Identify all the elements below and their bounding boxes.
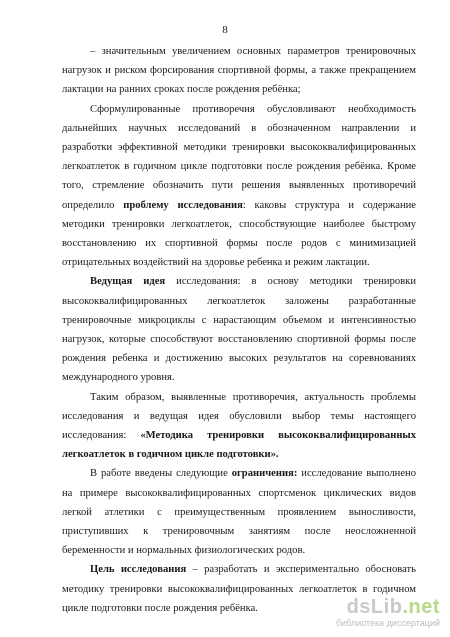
research-problem-term: проблему исследования bbox=[123, 199, 243, 211]
paragraph-research-problem: Сформулированные противоречия обусловливают необходимость дальнейших научных исследований в обозначенном направлении и разработки эффективной методики тренировки высококвалифицированных легкоатлеток в годичном цикле подготовки после рождения ребёнка. Кроме того, стремление обозначить пути решения выявленных противоречий определило проблему исследования: каковы структура и содержание методики тренировки легкоатлеток, способствующие наиболее быстрому восстановлению их спортивной формы после родов с минимизацией отрицательных воздействий на здоровье ребенка и режим лактации. bbox=[62, 103, 416, 269]
document-body bbox=[62, 42, 416, 618]
watermark-logo: dsLib.net bbox=[346, 596, 440, 618]
page-number: 8 bbox=[222, 24, 228, 36]
watermark-tagline: библиотека диссертаций bbox=[335, 618, 440, 628]
paragraph-leading-idea: Ведущая идея исследования: в основу методики тренировки высококвалифицированных легкоатлеток заложены разработанные тренировочные микроциклы с нарастающим объемом и интенсивностью нагрузок, которые способствуют восстановлению спортивной формы после рождения ребенка и достижению высоких результатов на соревнованиях международного уровня. bbox=[62, 276, 416, 384]
dslib-watermark bbox=[322, 596, 440, 629]
paragraph-limitations: В работе введены следующие ограничения: исследование выполнено на примере высококвалифицированных спортсменок циклических видов легкой атлетики с преимущественным проявлением выносливости, приступивших к тренировочным занятиям после неосложненной беременности и нормальных физиологических родов. bbox=[62, 468, 416, 557]
research-topic-title: «Методика тренировки высококвалифицированных легкоатлеток в годичном цикле подготовки». bbox=[62, 430, 416, 461]
limitations-term: ограничения: bbox=[231, 468, 298, 480]
paragraph-research-goal: Цель исследования – разработать и экспериментально обосновать методику тренировки высококвалифицированных легкоатлеток в годичном цикле подготовки после рождения ребёнка. bbox=[62, 564, 417, 614]
paragraph-topic: Таким образом, выявленные противоречия, актуальность проблемы исследования и ведущая идея обусловили выбор темы настоящего исследования: «Методика тренировки высококвалифицированных легкоатлеток в годичном цикле подготовки». bbox=[62, 391, 416, 461]
paragraph-contradiction-end: – значительным увеличением основных параметров тренировочных нагрузок и риском форсирования спортивной формы, а также прекращением лактации на ранних сроках после рождения ребёнка; bbox=[62, 46, 416, 96]
leading-idea-term: Ведущая идея bbox=[90, 276, 166, 288]
research-goal-term: Цель исследования bbox=[90, 564, 187, 576]
